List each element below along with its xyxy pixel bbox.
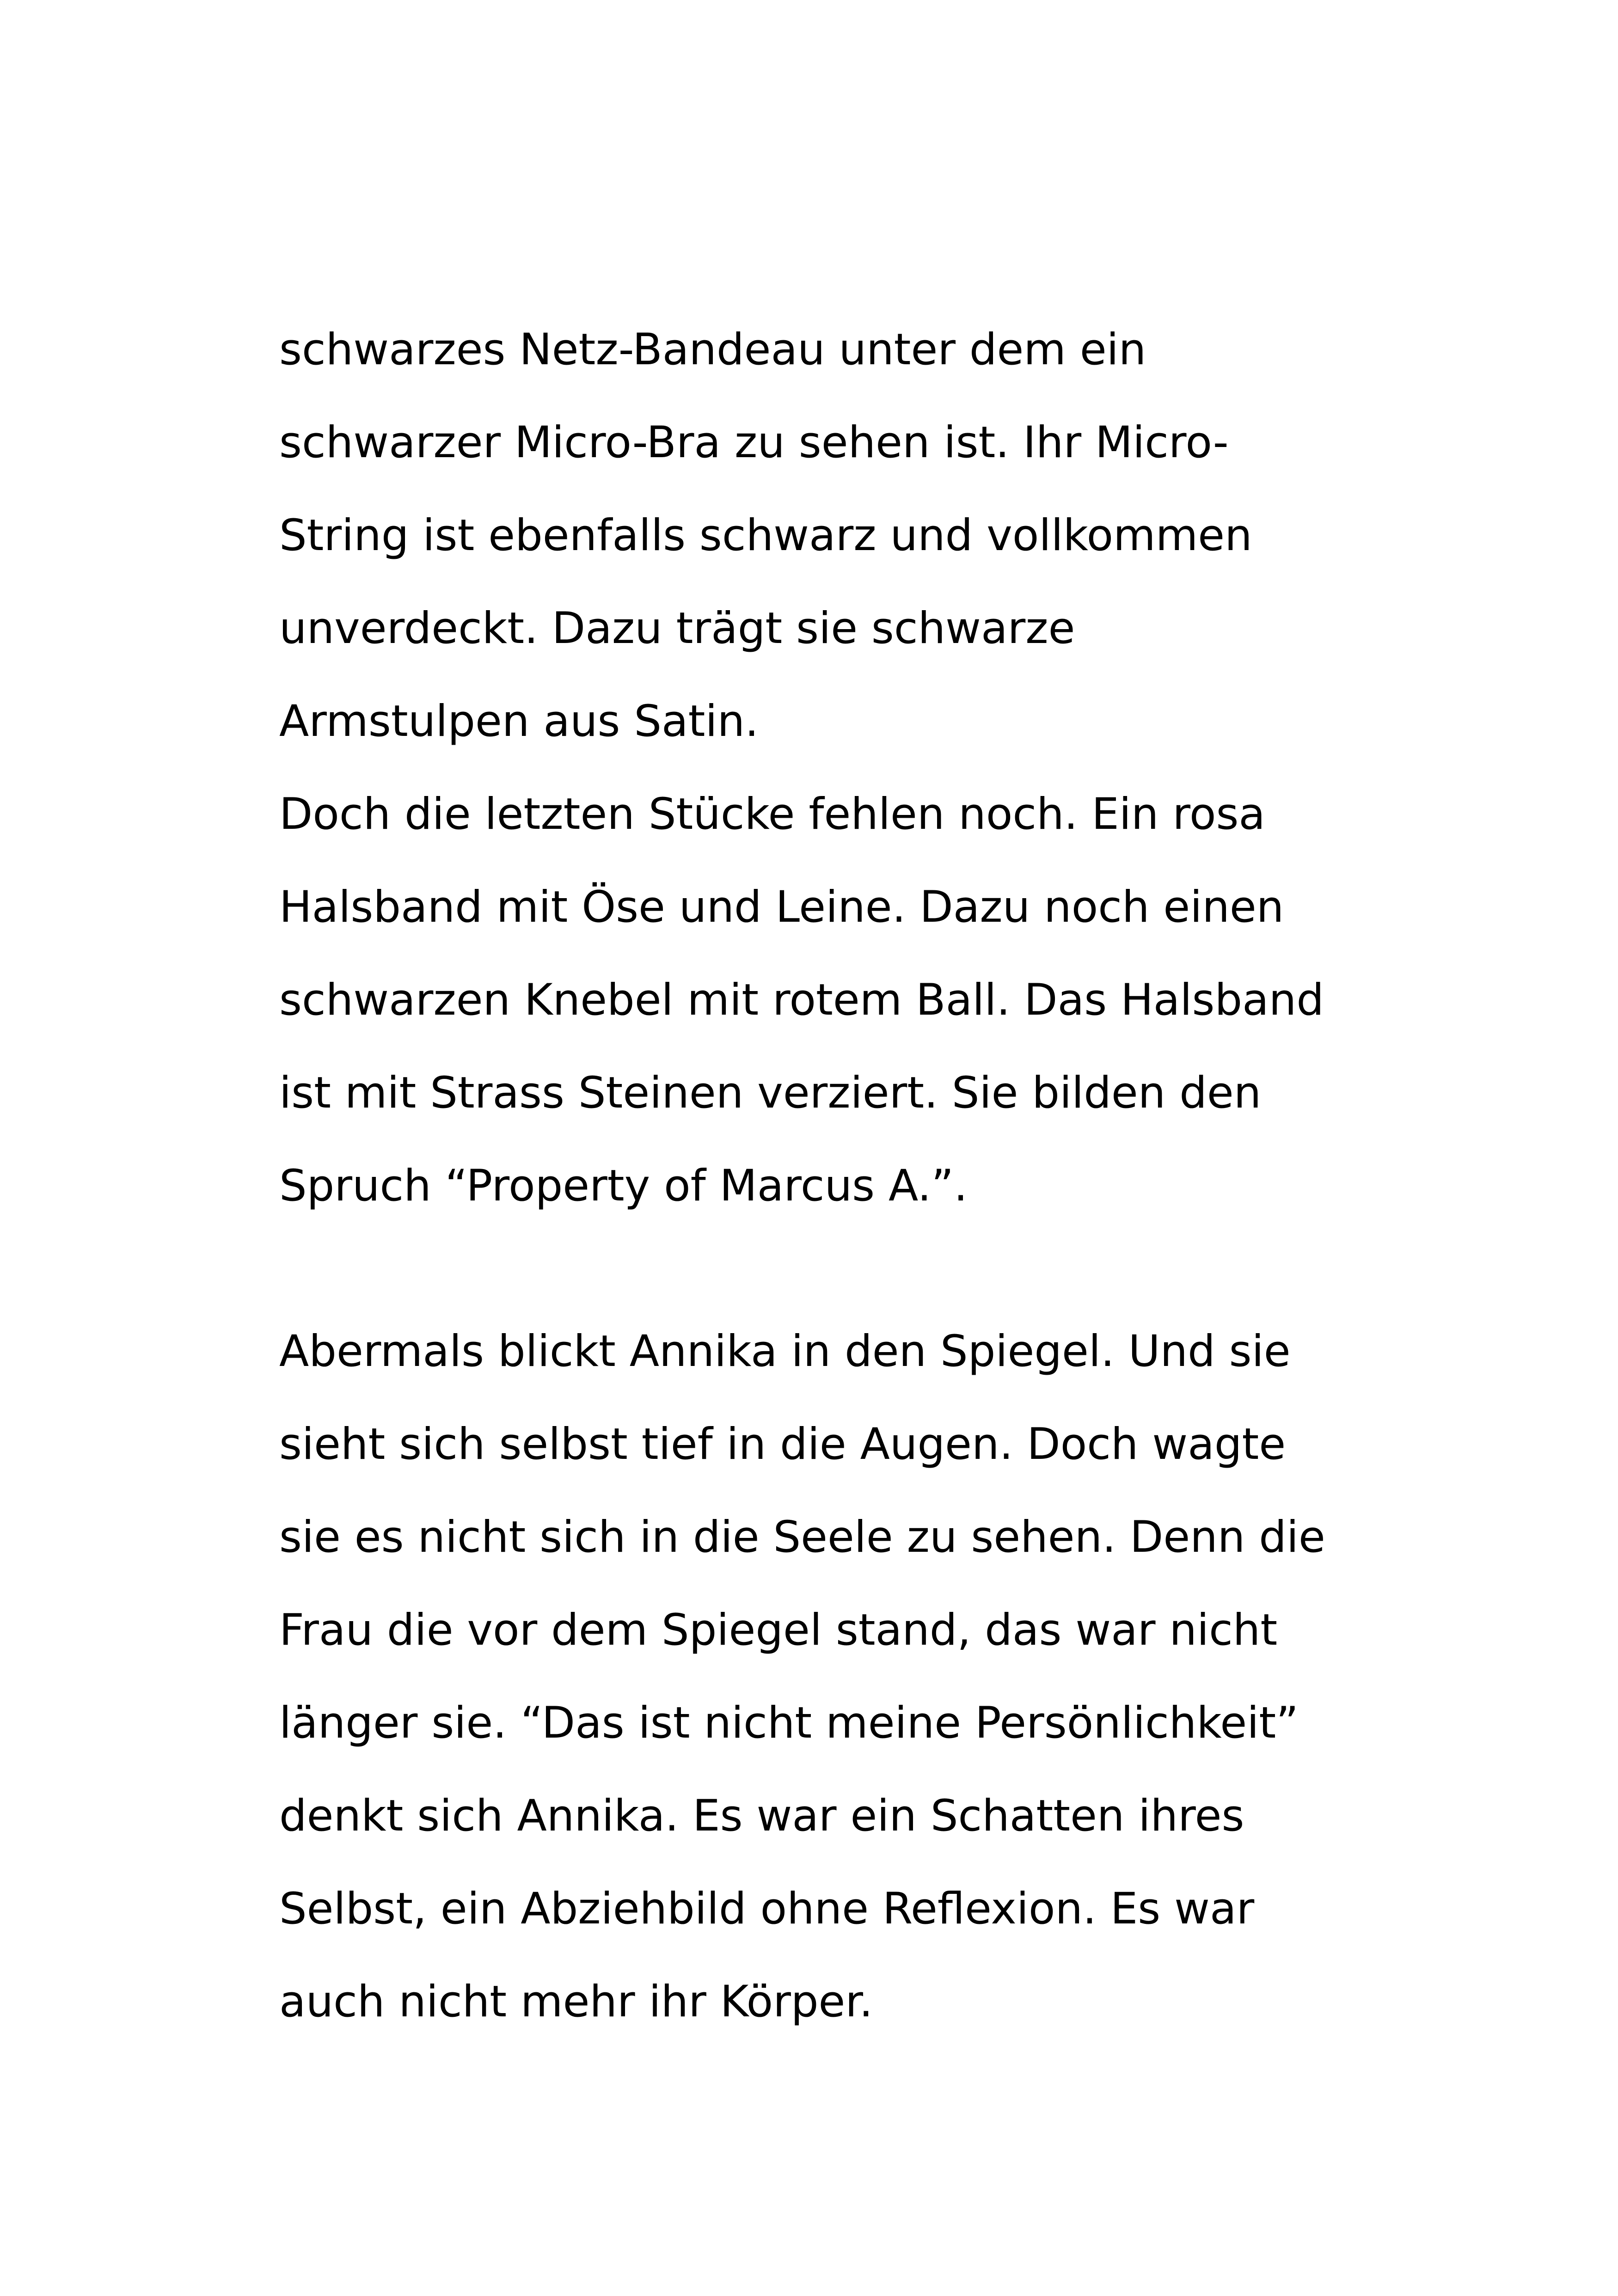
text-line: ist mit Strass Steinen verziert. Sie bilden den xyxy=(279,1068,1262,1118)
paragraph-1 xyxy=(279,303,1389,1232)
text-line: Halsband mit Öse und Leine. Dazu noch einen xyxy=(279,882,1284,932)
text-line: Spruch “Property of Marcus A.”. xyxy=(279,1161,968,1211)
paragraph-2 xyxy=(279,1305,1389,2048)
text-line: länger sie. “Das ist nicht meine Persönlichkeit” xyxy=(279,1698,1299,1748)
text-line: denkt sich Annika. Es war ein Schatten ihres xyxy=(279,1791,1244,1841)
text-line: Selbst, ein Abziehbild ohne Reflexion. Es war xyxy=(279,1884,1255,1934)
text-line: Frau die vor dem Spiegel stand, das war nicht xyxy=(279,1605,1278,1655)
text-line: schwarzes Netz-Bandeau unter dem ein xyxy=(279,325,1146,375)
text-line: String ist ebenfalls schwarz und vollkommen xyxy=(279,510,1252,561)
text-line: sie es nicht sich in die Seele zu sehen. Denn die xyxy=(279,1512,1325,1562)
text-line: Doch die letzten Stücke fehlen noch. Ein rosa xyxy=(279,789,1266,839)
text-line: Abermals blickt Annika in den Spiegel. Und sie xyxy=(279,1326,1291,1377)
text-line: schwarzer Micro-Bra zu sehen ist. Ihr Micro- xyxy=(279,417,1229,468)
text-line: Armstulpen aus Satin. xyxy=(279,696,759,747)
text-line: unverdeckt. Dazu trägt sie schwarze xyxy=(279,603,1075,654)
text-line: sieht sich selbst tief in die Augen. Doch wagte xyxy=(279,1419,1286,1469)
text-line: schwarzen Knebel mit rotem Ball. Das Halsband xyxy=(279,975,1324,1025)
text-line: auch nicht mehr ihr Körper. xyxy=(279,1977,873,2027)
